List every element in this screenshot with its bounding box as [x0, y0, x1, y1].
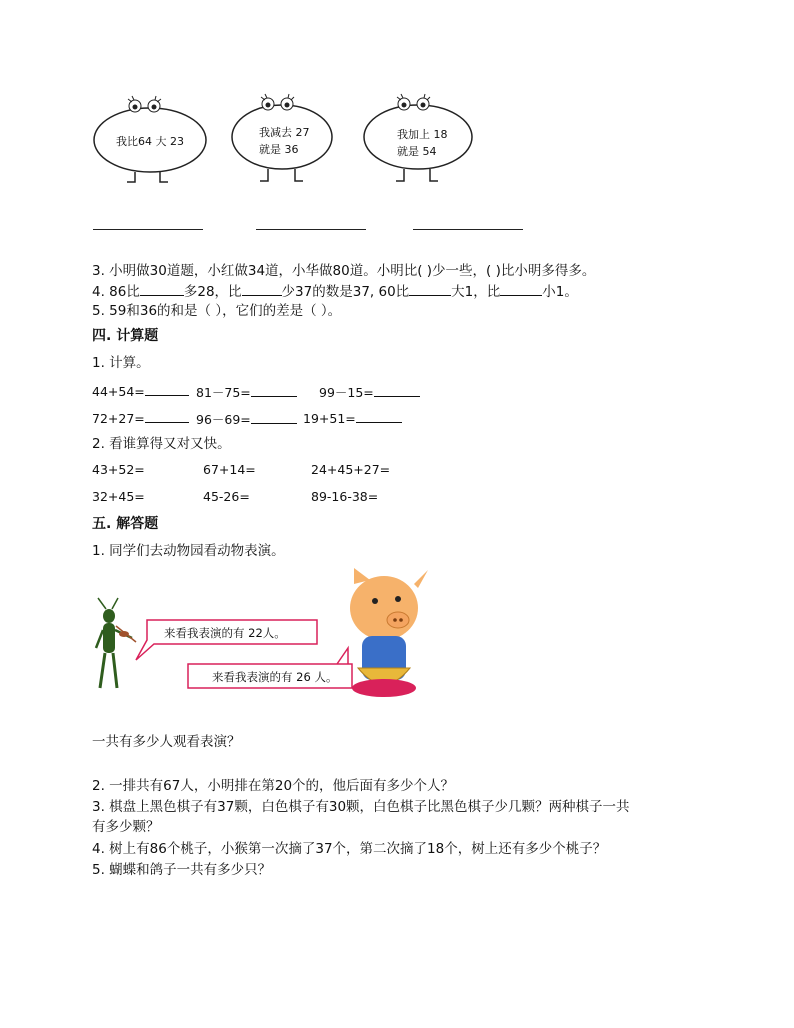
- calc-2-2-blank[interactable]: [251, 411, 297, 424]
- section-5-question-5: 5. 蝴蝶和鸽子一共有多少只？: [92, 862, 272, 878]
- q4-blank-2[interactable]: [242, 283, 282, 296]
- section-5-question-1-ask: 一共有多少人观看表演？: [92, 734, 241, 750]
- fill-question-4: [92, 283, 578, 301]
- calc-1-2-expr: 81－75=: [196, 385, 251, 400]
- section-5-question-3-a: 3. 棋盘上黑色棋子有37颗，白色棋子有30颗，白色棋子比黑色棋子少几颗？两种棋子一共: [92, 799, 630, 815]
- calc-3-2: 67+14=: [203, 462, 256, 477]
- section-5-question-1: 1. 同学们去动物园看动物表演。: [92, 543, 285, 559]
- calc-1-3-expr: 99－15=: [319, 385, 374, 400]
- calc-1-3-blank[interactable]: [374, 384, 420, 397]
- calc-2-3: [303, 410, 402, 426]
- calc-3-1: 43+52=: [92, 462, 145, 477]
- calc-3-3: 24+45+27=: [311, 462, 391, 477]
- calc-1-2: [196, 383, 297, 401]
- egg-2-text: [259, 124, 310, 158]
- bubble-1-text: 来看我表演的有 22人。: [164, 626, 286, 640]
- section-5-question-2: 2. 一排共有67人，小明排在第20个的，他后面有多少个人？: [92, 778, 455, 794]
- egg-2-line-1: 我减去 27: [259, 126, 310, 139]
- calc-2-1-blank[interactable]: [145, 410, 189, 423]
- calc-1-1-expr: 44+54=: [92, 384, 145, 399]
- calc-1-1: [92, 383, 189, 399]
- answer-line-2[interactable]: [256, 229, 366, 230]
- egg-1-line-1: 我比64 大 23: [116, 135, 184, 148]
- section-5-question-3-b: 有多少颗？: [92, 819, 160, 835]
- calc-2-1: [92, 410, 189, 426]
- calc-4-2: 45-26=: [203, 489, 250, 504]
- section-5-question-4: 4. 树上有86个桃子，小猴第一次摘了37个，第二次摘了18个，树上还有多少个桃子？: [92, 841, 607, 857]
- calc-1-1-blank[interactable]: [145, 383, 189, 396]
- calc-2-1-expr: 72+27=: [92, 411, 145, 426]
- calc-4-1: 32+45=: [92, 489, 145, 504]
- calc-4-3: 89-16-38=: [311, 489, 379, 504]
- q4-part-a: 4. 86比: [92, 284, 140, 300]
- section-4-title: 四. 计算题: [92, 328, 159, 344]
- calc-1-2-blank[interactable]: [251, 384, 297, 397]
- fill-question-3: 3. 小明做30道题，小红做34道，小华做80道。小明比( )少一些，( )比小明多得多。: [92, 263, 596, 279]
- section-4-sub-2: 2. 看谁算得又对又快。: [92, 436, 231, 452]
- egg-2-line-2: 就是 36: [259, 143, 299, 156]
- calc-2-3-blank[interactable]: [356, 410, 402, 423]
- answer-line-1[interactable]: [93, 229, 203, 230]
- fill-question-5: 5. 59和36的和是（ ），它们的差是（ ）。: [92, 303, 342, 319]
- q4-blank-3[interactable]: [409, 283, 451, 296]
- cricket-violinist-icon: [96, 598, 136, 688]
- calc-1-3: [319, 383, 420, 401]
- calc-2-2: [196, 410, 297, 428]
- q4-blank-4[interactable]: [500, 283, 542, 296]
- q4-part-e: 小1。: [542, 284, 578, 300]
- section-5-title: 五. 解答题: [92, 516, 159, 532]
- q4-part-d: 大1，比: [451, 284, 501, 300]
- q4-blank-1[interactable]: [140, 283, 184, 296]
- answer-line-3[interactable]: [413, 229, 523, 230]
- egg-3-line-2: 就是 54: [397, 145, 437, 158]
- calc-2-2-expr: 96－69=: [196, 412, 251, 427]
- bubble-2-text: 来看我表演的有 26 人。: [212, 670, 338, 684]
- egg-1-text: [116, 133, 184, 150]
- calc-2-3-expr: 19+51=: [303, 411, 356, 426]
- q4-part-b: 多28，比: [183, 284, 242, 300]
- q4-part-c: 少37的数是37, 60比: [281, 284, 410, 300]
- section-4-sub-1: 1. 计算。: [92, 355, 150, 371]
- egg-3-text: [397, 126, 448, 160]
- pig-icon: [350, 568, 428, 697]
- egg-3-line-1: 我加上 18: [397, 128, 448, 141]
